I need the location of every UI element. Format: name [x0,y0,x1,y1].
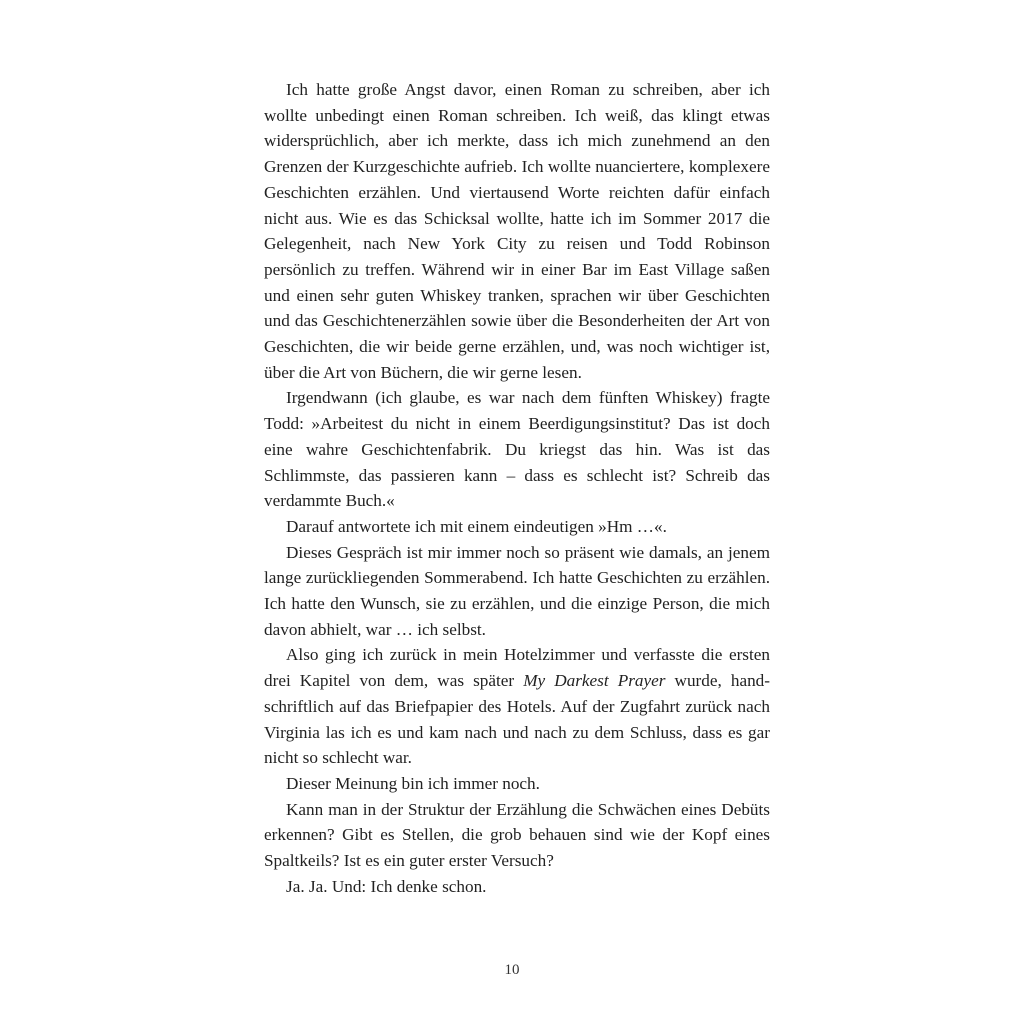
paragraph-novel-fear: Ich hatte große Angst davor, einen Roman zu schreiben, aber ich wollte unbedingt einen Roman schreiben. Ich weiß, das klingt etwas widersprüchlich, aber ich merkte, dass ich mich zunehmend an den Grenzen der Kurzgeschichte aufrieb. Ich wollte nuanciertere, komplexere Geschichten erzählen. Und viertausend Worte reichten dafür einfach nicht aus. Wie es das Schicksal wollte, hatte ich im Sommer 2017 die Gelegenheit, nach New York City zu reisen und Todd Robinson persönlich zu treffen. Während wir in einer Bar im East Village saßen und einen sehr guten Whiskey tranken, sprachen wir über Geschichten und das Geschichtenerzählen sowie über die Besonderheiten der Art von Geschichten, die wir beide gerne erzählen, und, was noch wichtiger ist, über die Art von Büchern, die wir gerne lesen. [264,80,770,382]
paragraph-answer: Ja. Ja. Und: Ich denke schon. [286,876,487,896]
paragraph-opinion: Dieser Meinung bin ich immer noch. [286,773,540,793]
book-title-italic: My Darkest Prayer [523,671,666,691]
page-number: 10 [504,962,520,978]
paragraph-debut-questions: Kann man in der Struktur der Erzählung die Schwächen eines Debüts erkennen? Gibt es Stellen, die grob behauen sind wie der Kopf eines Spaltkeils? Ist es ein guter erster Versuch? [264,799,770,871]
paragraph-hotel-room-start: Also ging ich zurück in mein Hotelzimmer und verfasste die ersten drei Kapitel von dem, was später [264,645,770,691]
book-page-text [264,77,770,900]
paragraph-hm-answer: Darauf antwortete ich mit einem eindeutigen »Hm …«. [286,516,667,536]
paragraph-hotel-room [264,642,770,771]
paragraph-todd-question: Irgendwann (ich glaube, es war nach dem fünften Whiskey) fragte Todd: »Arbeitest du nicht in einem Beerdigungsinstitut? Das ist doch eine wahre Geschichtenfabrik. Du kriegst das hin. Was ist das Schlimmste, das passieren kann – dass es schlecht ist? Schreib das verdammte Buch.« [264,388,770,511]
paragraph-hotel-room-end: wurde, handschriftlich auf das Briefpapier des Hotels. Auf der Zugfahrt zurück nach Virginia las ich es und kam nach und nach zu dem Schluss, dass es gar nicht so schlecht war. [264,671,770,768]
paragraph-conversation-memory: Dieses Gespräch ist mir immer noch so präsent wie damals, an jenem lange zurückliegenden Sommerabend. Ich hatte Geschichten zu erzählen. Ich hatte den Wunsch, sie zu erzählen, und die einzige Person, die mich davon abhielt, war … ich selbst. [264,542,770,639]
